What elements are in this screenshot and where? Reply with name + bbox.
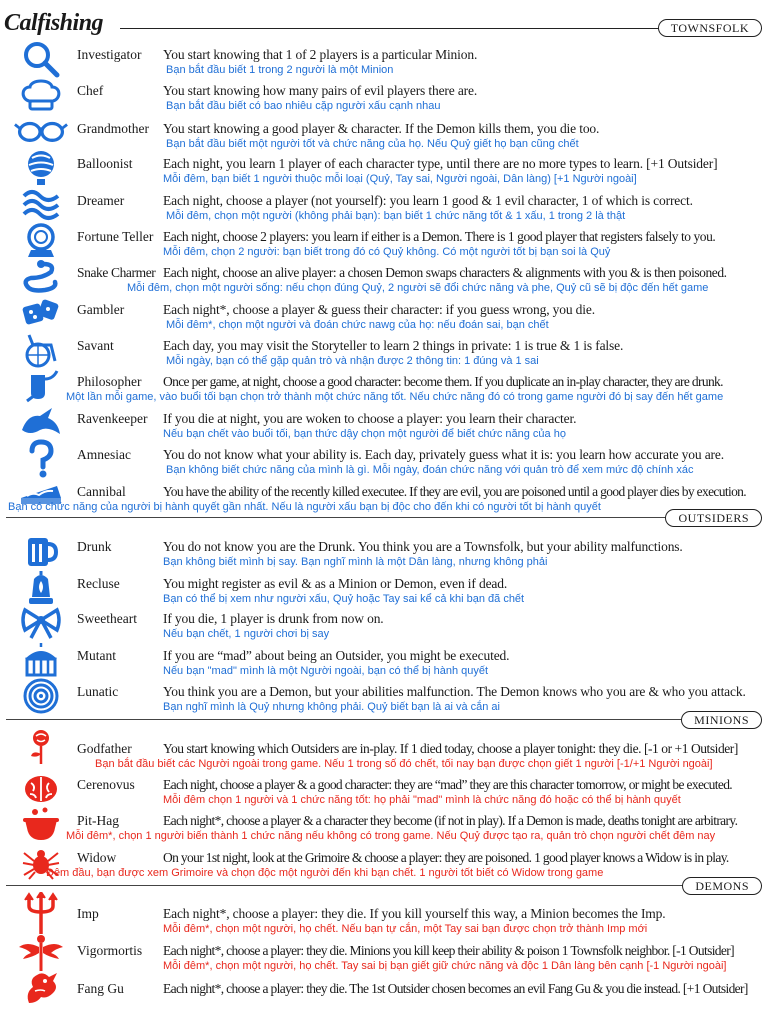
section-divider	[6, 885, 762, 886]
ability-translation: Đêm đầu, bạn được xem Grimoire và chọn độc một người đến khi bạn chết. 1 người tốt biết có Widow trong game	[46, 867, 604, 879]
section-tag-townsfolk: TOWNSFOLK	[658, 19, 762, 37]
ability-translation: Mỗi ngày, bạn có thể gặp quản trò và nhận được 2 thông tin: 1 đúng và 1 sai	[166, 355, 539, 367]
character-name: Chef	[77, 83, 104, 98]
ability-text: Each night, choose a player (not yourself): you learn 1 good & 1 evil character, 1 of which is correct.	[163, 193, 693, 208]
ability-translation: Mỗi đêm*, chọn một người và đoán chức nawg của họ: nếu đoán sai, bạn chết	[166, 319, 549, 331]
glasses-icon	[14, 113, 68, 149]
ability-text: You have the ability of the recently killed executee. If they are evil, you are poisoned until a good player dies by execution.	[163, 484, 746, 499]
character-name: Sweetheart	[77, 611, 137, 626]
ability-text: You might register as evil & as a Minion or Demon, even if dead.	[163, 576, 508, 591]
ability-text: Each night, choose a player & a good character: they are “mad” they are this character tomorrow, or might be executed.	[163, 777, 733, 792]
ability-text: Each night*, choose a player & guess their character: if you guess wrong, you die.	[163, 302, 595, 317]
character-name: Philosopher	[77, 374, 142, 389]
ability-translation: Một lần mỗi game, vào buổi tối bạn chọn trở thành một chức năng tốt. Nếu chức năng đó có trong game người đó bị say đến hết game	[66, 391, 724, 403]
dice-icon	[14, 296, 68, 332]
winged-staff-icon	[14, 935, 68, 971]
dream-waves-icon	[14, 187, 68, 223]
character-name: Fang Gu	[77, 981, 124, 996]
rose-icon	[14, 727, 68, 763]
dragon-icon	[14, 971, 68, 1007]
character-name: Godfather	[77, 741, 132, 756]
character-name: Cannibal	[77, 484, 126, 499]
ability-text: On your 1st night, look at the Grimoire & choose a player: they are poisoned. 1 good player knows a Widow is in play.	[163, 850, 729, 865]
ability-translation: Mỗi đêm*, chọn một người, họ chết. Tay sai bị bạn giết giữ chức năng và độc 1 Dân làng bên cạnh [-1 Người ngoài]	[163, 960, 727, 972]
character-name: Balloonist	[77, 156, 133, 171]
question-mark-icon	[14, 441, 68, 477]
ability-translation: Bạn bắt đầu biết có bao nhiêu cặp người xấu cạnh nhau	[166, 100, 441, 112]
character-name: Lunatic	[77, 684, 119, 699]
character-name: Imp	[77, 906, 99, 921]
ability-translation: Bạn bắt đầu biết các Người ngoài trong game. Nếu 1 trong số đó chết, tối nay bạn được chọn giết 1 người [-1/+1 Người ngoài]	[95, 758, 713, 770]
pipe-icon	[14, 368, 68, 404]
ability-translation: Bạn bắt đầu biết 1 trong 2 người là một Minion	[166, 64, 394, 76]
ability-text: You do not know you are the Drunk. You think you are a Townsfolk, but your ability malfunctions.	[163, 539, 683, 554]
ability-translation: Mỗi đêm, chọn 2 người: bạn biết trong đó có Quỷ không. Có một người tốt bị bạn soi là Quỷ	[163, 246, 611, 258]
ability-translation: Mỗi đêm chọn 1 người và 1 chức năng tốt: họ phải "mad" mình là chức năng đó hoặc có thể bị hành quyết	[163, 794, 681, 806]
character-name: Widow	[77, 850, 117, 865]
circus-tent-icon	[14, 642, 68, 678]
ability-text: You start knowing a good player & character. If the Demon kills them, you die too.	[163, 121, 600, 136]
trident-icon	[14, 896, 68, 932]
ability-text: Once per game, at night, choose a good character: become them. If you duplicate an in-play character, they are drunk.	[163, 374, 723, 389]
character-name: Ravenkeeper	[77, 411, 148, 426]
ability-text: If you are “mad” about being an Outsider, you might be executed.	[163, 648, 510, 663]
snake-icon	[14, 259, 68, 295]
ability-translation: Mỗi đêm*, chọn 1 người biến thành 1 chức năng nếu không có trong game. Nếu Quỷ được tạo ra, quản trò chọn người chết đêm nay	[66, 830, 716, 842]
character-name: Amnesiac	[77, 447, 131, 462]
ability-text: Each night, choose 2 players: you learn if either is a Demon. There is 1 good player that registers falsely to you.	[163, 229, 716, 244]
ability-text: Each night*, choose a player & a character they become (if not in play). If a Demon is made, deaths tonight are arbitrary.	[163, 813, 738, 828]
character-name: Recluse	[77, 576, 120, 591]
magnifier-icon	[14, 41, 68, 77]
ability-text: You start knowing how many pairs of evil players there are.	[163, 83, 478, 98]
ability-text: You think you are a Demon, but your abilities malfunction. The Demon knows who you are & who you attack.	[163, 684, 746, 699]
ability-text: Each night*, choose a player: they die. The 1st Outsider chosen becomes an evil Fang Gu & you die instead. [+1 Outsider]	[163, 981, 748, 996]
section-tag-minions: MINIONS	[681, 711, 762, 729]
cauldron-icon	[14, 807, 68, 843]
ability-translation: Mỗi đêm*, chọn một người, họ chết. Nếu bạn tự cắn, một Tay sai bạn được chọn trở thành Imp mới	[163, 923, 648, 935]
character-name: Fortune Teller	[77, 229, 154, 244]
character-name: Cerenovus	[77, 777, 135, 792]
character-name: Pit-Hag	[77, 813, 119, 828]
ability-translation: Nếu bạn "mad" mình là một Người ngoài, bạn có thể bị hành quyết	[163, 665, 489, 677]
character-name: Snake Charmer	[77, 265, 156, 280]
section-tag-outsiders: OUTSIDERS	[665, 509, 762, 527]
ability-translation: Mỗi đêm, bạn biết 1 người thuộc mỗi loại (Quỷ, Tay sai, Người ngoài, Dân làng) [+1 Người ngoài]	[163, 173, 637, 185]
character-name: Savant	[77, 338, 114, 353]
balloon-icon	[14, 150, 68, 186]
wheelchair-icon	[14, 332, 68, 368]
crystal-ball-icon	[14, 223, 68, 259]
ability-text: Each night, you learn 1 player of each character type, until there are no more types to learn. [+1 Outsider]	[163, 156, 718, 171]
character-name: Vigormortis	[77, 943, 143, 958]
ability-text: You do not know what your ability is. Each day, privately guess what it is: you learn how accurate you are.	[163, 447, 724, 462]
beer-mug-icon	[14, 533, 68, 569]
ability-translation: Bạn có thể bị xem như người xấu, Quỷ hoặc Tay sai kể cả khi bạn đã chết	[163, 593, 525, 605]
ability-translation: Mỗi đêm, chọn một người sống: nếu chọn đúng Quỷ, 2 người sẽ đổi chức năng và phe, Quỷ cũ sẽ bị độc đến hết game	[127, 282, 709, 294]
ability-text: Each night, choose an alive player: a chosen Demon swaps characters & alignments with you & is then poisoned.	[163, 265, 727, 280]
spiral-icon	[14, 678, 68, 714]
character-name: Investigator	[77, 47, 142, 62]
character-name: Dreamer	[77, 193, 125, 208]
section-divider	[6, 719, 762, 720]
bow-icon	[14, 605, 68, 641]
ability-translation: Mỗi đêm, chọn một người (không phải bạn): bạn biết 1 chức năng tốt & 1 xấu, 1 trong 2 là thật	[166, 210, 626, 222]
ability-translation: Nếu bạn chết, 1 người chơi bị say	[163, 628, 330, 640]
character-name: Grandmother	[77, 121, 149, 136]
page-title: Calfishing	[4, 10, 104, 36]
ability-translation: Bạn có chức năng của người bị hành quyết gần nhất. Nếu là người xấu bạn bị độc cho đến khi có người tốt bị hành quyết	[8, 501, 601, 513]
ability-text: Each day, you may visit the Storyteller to learn 2 things in private: 1 is true & 1 is false.	[163, 338, 624, 353]
character-name: Mutant	[77, 648, 116, 663]
ability-translation: Bạn không biết chức năng của mình là gì. Mỗi ngày, đoán chức năng với quản trò để xem mức độ chính xác	[166, 464, 694, 476]
ability-translation: Bạn nghĩ mình là Quỷ nhưng không phải. Quỷ biết bạn là ai và cắn ai	[163, 701, 500, 713]
ability-text: If you die at night, you are woken to choose a player: you learn their character.	[163, 411, 577, 426]
ability-translation: Bạn bắt đầu biết một người tốt và chức năng của họ. Nếu Quỷ giết họ bạn cũng chết	[166, 138, 579, 150]
character-name: Drunk	[77, 539, 112, 554]
ability-translation: Nếu bạn chết vào buổi tối, bạn thức dậy chọn một người để biết chức năng của họ	[163, 428, 566, 440]
raven-icon	[14, 405, 68, 441]
lantern-icon	[14, 570, 68, 606]
ability-text: Each night*, choose a player: they die. Minions you kill keep their ability & poison 1 Townsfolk neighbor. [-1 Outsider]	[163, 943, 734, 958]
ability-text: You start knowing which Outsiders are in-play. If 1 died today, choose a player tonight: they die. [-1 or +1 Outsider]	[163, 741, 738, 756]
section-tag-demons: DEMONS	[682, 877, 762, 895]
ability-text: You start knowing that 1 of 2 players is a particular Minion.	[163, 47, 478, 62]
ability-translation: Bạn không biết mình bị say. Bạn nghĩ mình là một Dân làng, nhưng không phải	[163, 556, 548, 568]
section-divider	[6, 517, 762, 518]
chef-hat-icon	[14, 77, 68, 113]
brain-icon	[14, 771, 68, 807]
ability-text: If you die, 1 player is drunk from now on.	[163, 611, 384, 626]
ability-text: Each night*, choose a player: they die. If you kill yourself this way, a Minion becomes the Imp.	[163, 906, 666, 921]
character-name: Gambler	[77, 302, 125, 317]
